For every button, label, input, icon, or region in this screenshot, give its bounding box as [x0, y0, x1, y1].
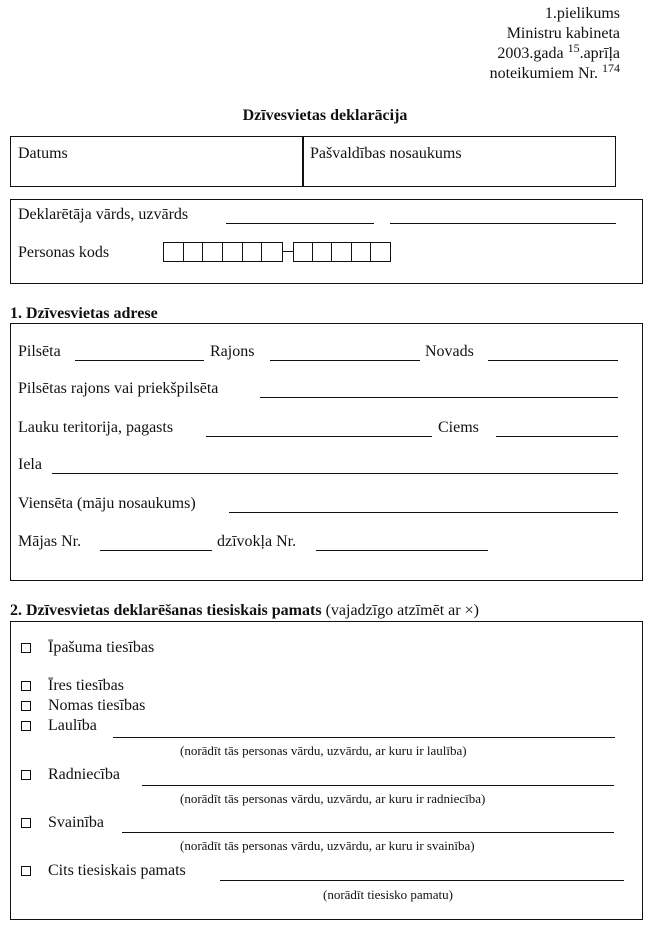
- kinship-note: (norādīt tās personas vārdu, uzvārdu, ar kuru ir radniecība): [180, 791, 486, 806]
- street-label: Iela: [18, 456, 42, 473]
- city-district-field[interactable]: [260, 397, 618, 398]
- rural-territory-label: Lauku teritorija, pagasts: [18, 419, 174, 436]
- annex-number: 1.pielikums: [544, 5, 620, 22]
- street-field[interactable]: [52, 473, 618, 474]
- regulation-day: 15: [567, 41, 580, 55]
- district-field[interactable]: [270, 360, 420, 361]
- date-field[interactable]: [11, 160, 301, 186]
- personal-code-part1[interactable]: [163, 242, 283, 262]
- date-label: Datums: [18, 145, 68, 162]
- ownership-checkbox[interactable]: [21, 643, 31, 653]
- section-address-heading: 1. Dzīvesvietas adrese: [10, 305, 158, 322]
- county-field[interactable]: [488, 360, 618, 361]
- city-field[interactable]: [75, 360, 204, 361]
- house-number-label: Mājas Nr.: [18, 533, 82, 550]
- issuer-name: Ministru kabineta: [506, 25, 620, 42]
- marriage-checkbox[interactable]: [21, 721, 31, 731]
- marriage-label: Laulība: [48, 717, 97, 734]
- declarant-first-name-field[interactable]: [226, 223, 374, 224]
- regulation-number: [489, 61, 620, 82]
- rental-label: Nomas tiesības: [48, 697, 146, 714]
- rural-territory-field[interactable]: [206, 436, 432, 437]
- lease-checkbox[interactable]: [21, 681, 31, 691]
- kinship-label: Radniecība: [48, 766, 120, 783]
- other-basis-field[interactable]: [220, 880, 624, 881]
- declarant-last-name-field[interactable]: [390, 223, 616, 224]
- section-legal-basis-heading: [10, 603, 479, 619]
- personal-code-part2[interactable]: [293, 242, 391, 262]
- rental-checkbox[interactable]: [21, 701, 31, 711]
- other-basis-label: Cits tiesiskais pamats: [48, 862, 186, 879]
- city-label: Pilsēta: [18, 343, 61, 360]
- kinship-field[interactable]: [142, 785, 614, 786]
- city-district-label: Pilsētas rajons vai priekšpilsēta: [18, 380, 219, 397]
- in-law-checkbox[interactable]: [21, 818, 31, 828]
- regulation-year: 2003.gada: [497, 45, 564, 62]
- homestead-field[interactable]: [229, 512, 618, 513]
- county-label: Novads: [425, 343, 474, 360]
- district-label: Rajons: [210, 343, 255, 360]
- in-law-note: (norādīt tās personas vārdu, uzvārdu, ar kuru ir svainība): [180, 838, 475, 853]
- ownership-label: Īpašuma tiesības: [48, 639, 155, 656]
- legal-basis-heading-bold: 2. Dzīvesvietas deklarēšanas tiesiskais pamats: [10, 602, 322, 619]
- regulation-month: .aprīļa: [579, 45, 620, 62]
- house-number-field[interactable]: [100, 550, 212, 551]
- marriage-field[interactable]: [113, 737, 615, 738]
- address-box: [10, 323, 643, 581]
- other-basis-checkbox[interactable]: [21, 866, 31, 876]
- village-field[interactable]: [496, 436, 618, 437]
- lease-label: Īres tiesības: [48, 677, 124, 694]
- regulation-number-value: 174: [602, 61, 620, 75]
- declarant-name-label: Deklarētāja vārds, uzvārds: [18, 206, 189, 223]
- municipality-label: Pašvaldības nosaukums: [310, 145, 462, 162]
- page-title: Dzīvesvietas deklarācija: [242, 107, 408, 124]
- in-law-label: Svainība: [48, 814, 104, 831]
- legal-basis-heading-instruction: (vajadzīgo atzīmēt ar ×): [325, 602, 479, 619]
- other-basis-note: (norādīt tiesisko pamatu): [323, 887, 453, 902]
- village-label: Ciems: [438, 419, 479, 436]
- personal-code-label: Personas kods: [18, 244, 110, 261]
- apartment-number-label: dzīvokļa Nr.: [217, 533, 297, 550]
- in-law-field[interactable]: [122, 832, 614, 833]
- apartment-number-field[interactable]: [316, 550, 488, 551]
- municipality-field[interactable]: [303, 160, 615, 186]
- marriage-note: (norādīt tās personas vārdu, uzvārdu, ar kuru ir laulība): [180, 743, 467, 758]
- personal-code-dash: [283, 251, 293, 252]
- regulation-number-prefix: noteikumiem Nr.: [489, 65, 598, 82]
- regulation-date: [497, 41, 620, 62]
- kinship-checkbox[interactable]: [21, 770, 31, 780]
- homestead-label: Viensēta (māju nosaukums): [18, 495, 196, 512]
